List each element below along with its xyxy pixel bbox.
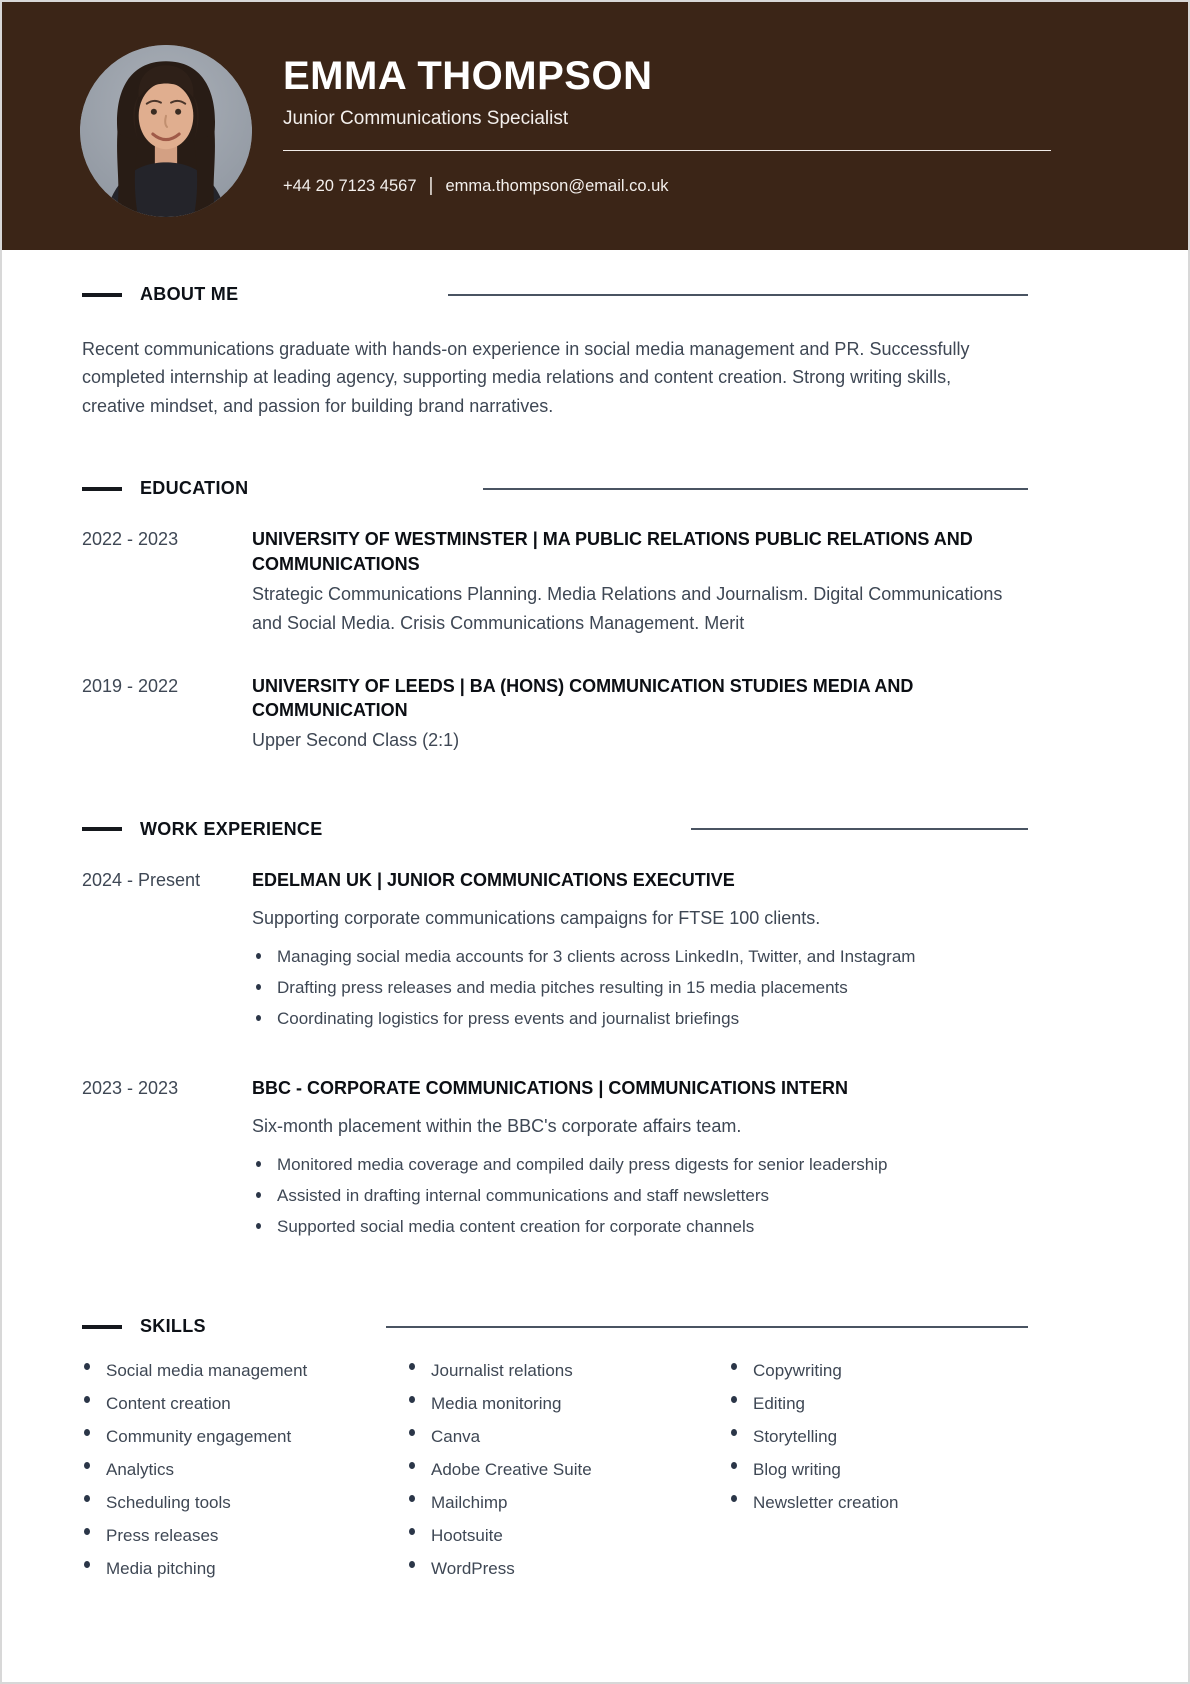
skill-label: Hootsuite — [431, 1526, 503, 1546]
bullet-dot-icon — [731, 1396, 737, 1403]
bullet-dot-icon — [256, 953, 261, 959]
cv-body — [2, 284, 1188, 1592]
skill-label: Analytics — [106, 1460, 175, 1480]
work-bullet-list — [252, 1155, 1028, 1237]
skill-label: Social media management — [106, 1361, 308, 1381]
bullet-dot-icon — [84, 1429, 90, 1436]
skill-item — [729, 1361, 1028, 1394]
header — [2, 2, 1188, 250]
section-header-work — [82, 819, 1028, 840]
candidate-job-title: Junior Communications Specialist — [283, 108, 569, 129]
section-about — [82, 284, 1028, 420]
work-entry — [82, 1076, 1028, 1248]
skill-item — [407, 1427, 729, 1460]
email-address: emma.thompson@email.co.uk — [445, 176, 669, 195]
skill-item — [407, 1526, 729, 1559]
work-details — [252, 1076, 1028, 1248]
work-summary: Supporting corporate communications campaigns for FTSE 100 clients. — [252, 908, 821, 929]
bullet-dot-icon — [84, 1528, 90, 1535]
profile-photo-illustration — [80, 45, 252, 217]
section-rule — [448, 294, 1028, 296]
skill-label: Copywriting — [753, 1361, 842, 1381]
section-dash-icon — [82, 293, 122, 297]
skill-item — [729, 1427, 1028, 1460]
work-entry — [82, 868, 1028, 1040]
work-bullet — [252, 947, 1028, 967]
section-dash-icon — [82, 1325, 122, 1329]
skill-label: Canva — [431, 1427, 481, 1447]
bullet-dot-icon — [84, 1561, 90, 1568]
skill-item — [82, 1427, 407, 1460]
skill-item — [729, 1493, 1028, 1526]
bullet-dot-icon — [84, 1396, 90, 1403]
skill-label: Adobe Creative Suite — [431, 1460, 592, 1480]
bullet-dot-icon — [731, 1429, 737, 1436]
education-title: UNIVERSITY OF LEEDS | BA (HONS) COMMUNICATION STUDIES MEDIA AND COMMUNICATION — [252, 675, 914, 720]
skill-label: Editing — [753, 1394, 805, 1414]
section-title-work: WORK EXPERIENCE — [140, 818, 323, 839]
bullet-dot-icon — [256, 1015, 261, 1021]
bullet-dot-icon — [731, 1363, 737, 1370]
education-description: Strategic Communications Planning. Media Relations and Journalism. Digital Communications and Social Media. Crisis Communications Management. Merit — [252, 583, 1003, 633]
skill-item — [82, 1559, 407, 1592]
work-bullet-text: Coordinating logistics for press events and journalist briefings — [277, 1009, 740, 1029]
skill-item — [407, 1559, 729, 1592]
section-header-skills — [82, 1316, 1028, 1337]
education-dates: 2019 - 2022 — [82, 675, 179, 696]
work-bullet — [252, 978, 1028, 998]
skill-label: Mailchimp — [431, 1493, 508, 1513]
bullet-dot-icon — [256, 1161, 261, 1167]
bullet-dot-icon — [84, 1495, 90, 1502]
bullet-dot-icon — [409, 1528, 415, 1535]
section-rule — [691, 828, 1028, 830]
bullet-dot-icon — [409, 1363, 415, 1370]
skill-label: WordPress — [431, 1559, 515, 1579]
section-dash-icon — [82, 827, 122, 831]
section-education — [82, 478, 1028, 755]
section-dash-icon — [82, 487, 122, 491]
skills-column-2 — [407, 1361, 729, 1592]
work-details — [252, 868, 1028, 1040]
work-dates: 2023 - 2023 — [82, 1078, 179, 1099]
work-bullet-list — [252, 947, 1028, 1029]
work-bullet-text: Drafting press releases and media pitches resulting in 15 media placements — [277, 978, 848, 998]
skills-grid — [82, 1361, 1028, 1592]
section-rule — [386, 1326, 1028, 1328]
work-bullet-text: Assisted in drafting internal communications and staff newsletters — [277, 1186, 769, 1206]
header-divider — [283, 150, 1051, 151]
skill-label: Newsletter creation — [753, 1493, 899, 1513]
skill-item — [729, 1394, 1028, 1427]
bullet-dot-icon — [409, 1396, 415, 1403]
work-bullet-text: Monitored media coverage and compiled daily press digests for senior leadership — [277, 1155, 888, 1175]
section-header-about — [82, 284, 1028, 305]
candidate-name: EMMA THOMPSON — [283, 54, 653, 98]
skill-item — [407, 1361, 729, 1394]
bullet-dot-icon — [84, 1363, 90, 1370]
skills-column-1 — [82, 1361, 407, 1592]
bullet-dot-icon — [731, 1462, 737, 1469]
skill-label: Press releases — [106, 1526, 219, 1546]
education-details — [252, 674, 1028, 755]
skills-column-3 — [729, 1361, 1028, 1592]
skill-label: Media pitching — [106, 1559, 216, 1579]
section-work-experience — [82, 819, 1028, 1249]
education-description: Upper Second Class (2:1) — [252, 730, 460, 751]
work-title: BBC - CORPORATE COMMUNICATIONS | COMMUNICATIONS INTERN — [252, 1078, 849, 1099]
education-entry — [82, 674, 1028, 755]
education-entry — [82, 527, 1028, 637]
bullet-dot-icon — [256, 1192, 261, 1198]
profile-photo — [80, 45, 252, 217]
section-skills — [82, 1316, 1028, 1592]
education-title: UNIVERSITY OF WESTMINSTER | MA PUBLIC RELATIONS PUBLIC RELATIONS AND COMMUNICATIONS — [252, 529, 973, 574]
section-rule — [483, 488, 1028, 490]
work-summary: Six-month placement within the BBC's corporate affairs team. — [252, 1116, 742, 1137]
section-title-skills: SKILLS — [140, 1316, 206, 1337]
skill-item — [82, 1460, 407, 1493]
work-bullet-text: Supported social media content creation for corporate channels — [277, 1217, 755, 1237]
skill-item — [82, 1493, 407, 1526]
skill-label: Content creation — [106, 1394, 231, 1414]
skill-item — [407, 1460, 729, 1493]
education-dates: 2022 - 2023 — [82, 529, 179, 550]
skill-item — [82, 1394, 407, 1427]
bullet-dot-icon — [256, 1223, 261, 1229]
bullet-dot-icon — [409, 1429, 415, 1436]
education-details — [252, 527, 1028, 637]
work-title: EDELMAN UK | JUNIOR COMMUNICATIONS EXECUTIVE — [252, 869, 735, 890]
bullet-dot-icon — [409, 1561, 415, 1568]
bullet-dot-icon — [409, 1462, 415, 1469]
skill-item — [82, 1526, 407, 1559]
skill-label: Journalist relations — [431, 1361, 573, 1381]
skill-label: Storytelling — [753, 1427, 838, 1447]
work-bullet — [252, 1009, 1028, 1029]
skill-item — [407, 1493, 729, 1526]
contact-row — [283, 175, 1051, 197]
section-header-education — [82, 478, 1028, 499]
about-text: Recent communications graduate with hands-on experience in social media management and PR. Successfully completed internship at leading agency, supporting media relations and content creation. Strong writing skills, creative mindset, and passion for building brand narratives. — [82, 339, 970, 416]
skill-label: Media monitoring — [431, 1394, 562, 1414]
bullet-dot-icon — [731, 1495, 737, 1502]
work-bullet — [252, 1217, 1028, 1237]
section-title-about: ABOUT ME — [140, 284, 239, 304]
section-title-education: EDUCATION — [140, 478, 249, 499]
skill-item — [82, 1361, 407, 1394]
skill-label: Blog writing — [753, 1460, 841, 1480]
contact-separator: | — [428, 175, 434, 196]
bullet-dot-icon — [256, 984, 261, 990]
work-bullet — [252, 1186, 1028, 1206]
skill-label: Community engagement — [106, 1427, 292, 1447]
bullet-dot-icon — [84, 1462, 90, 1469]
skill-item — [407, 1394, 729, 1427]
bullet-dot-icon — [409, 1495, 415, 1502]
work-dates: 2024 - Present — [82, 869, 201, 890]
header-text-block — [283, 2, 1051, 197]
skill-label: Scheduling tools — [106, 1493, 231, 1513]
phone-number: +44 20 7123 4567 — [283, 176, 417, 195]
work-bullet-text: Managing social media accounts for 3 clients across LinkedIn, Twitter, and Instagram — [277, 947, 916, 967]
work-bullet — [252, 1155, 1028, 1175]
skill-item — [729, 1460, 1028, 1493]
